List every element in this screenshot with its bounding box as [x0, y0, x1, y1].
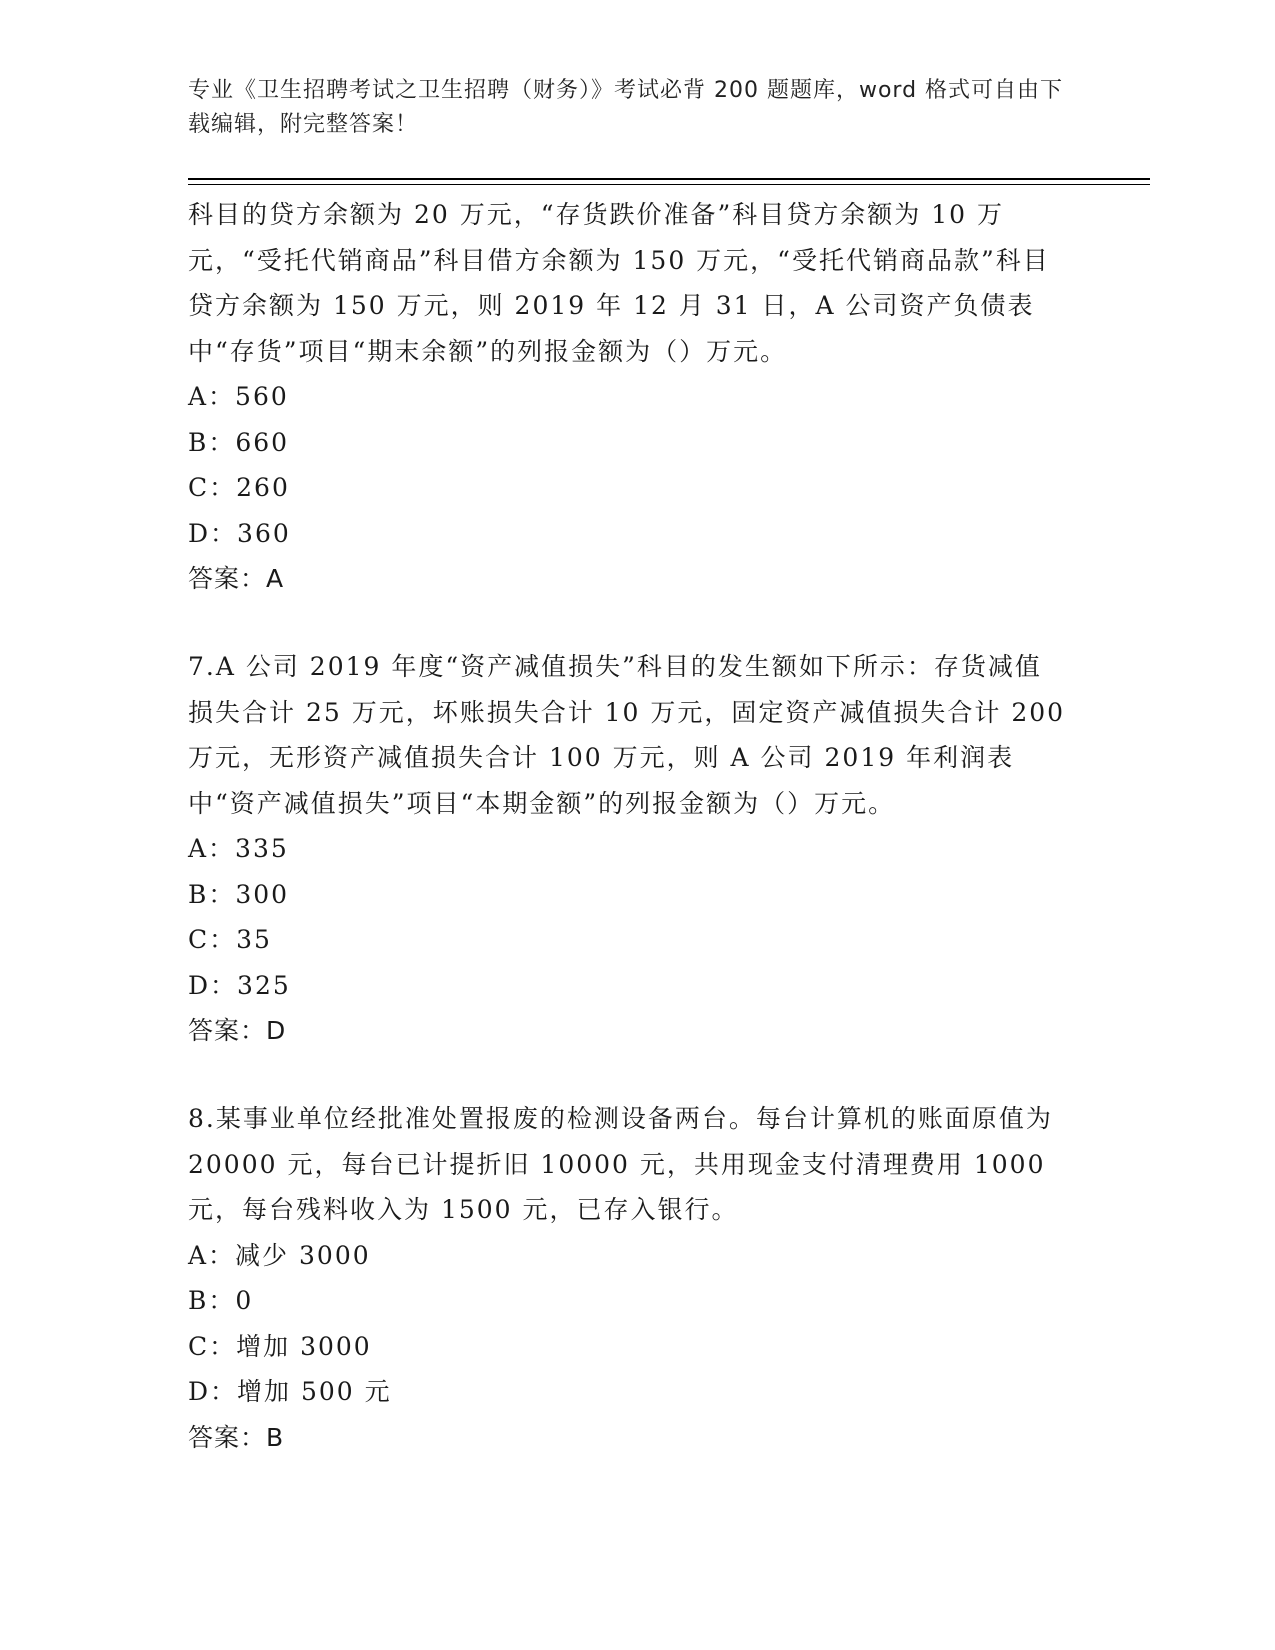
header-rule-thin: [188, 184, 1150, 185]
option-c: C：260: [188, 473, 290, 502]
question-6: [188, 192, 1068, 601]
answer-label: 答案：B: [188, 1422, 285, 1452]
option-d: D：增加 500 元: [188, 1377, 392, 1406]
answer-label: 答案：D: [188, 1016, 287, 1045]
question-7: [188, 644, 1068, 1053]
option-b: B：300: [188, 879, 290, 909]
option-d: D：325: [188, 970, 291, 1000]
option-d: D：360: [188, 518, 291, 548]
question-text: 7.A 公司 2019 年度“资产减值损失”科目的发生额如下所示：存货减值损失合计 25 万元，坏账损失合计 10 万元，固定资产减值损失合计 200 万元，无形资产减值损失合计 100 万元，则 A 公司 2019 年利润表中“资产减值损失”项目“本期金额”的列报金额为（）万元。: [188, 652, 1066, 818]
page-header: 专业《卫生招聘考试之卫生招聘（财务）》考试必背 200 题题库，word 格式可自由下载编辑，附完整答案！: [188, 78, 1064, 137]
option-c: C：35: [188, 925, 272, 954]
option-b: B：660: [188, 427, 290, 457]
question-text: 8.某事业单位经批准处置报废的检测设备两台。每台计算机的账面原值为 20000 元，每台已计提折旧 10000 元，共用现金支付清理费用 1000 元，每台残料收入为 1500 元，已存入银行。: [188, 1104, 1053, 1224]
option-a: A：减少 3000: [188, 1240, 371, 1270]
option-c: C：增加 3000: [188, 1331, 372, 1361]
question-text: 科目的贷方余额为 20 万元，“存货跌价准备”科目贷方余额为 10 万元，“受托代销商品”科目借方余额为 150 万元，“受托代销商品款”科目贷方余额为 150 万元，则 2019 年 12 月 31 日，A 公司资产负债表中“存货”项目“期末余额”的列报金额为（）万元。: [188, 200, 1050, 366]
question-list: [188, 192, 1068, 1460]
option-a: A：560: [188, 382, 289, 411]
answer-label: 答案：A: [188, 564, 285, 593]
question-spacer: [188, 1053, 1068, 1096]
option-b: B：0: [188, 1286, 254, 1315]
header-rule-thick: [188, 178, 1150, 180]
question-spacer: [188, 601, 1068, 644]
question-8: [188, 1096, 1068, 1460]
option-a: A：335: [188, 834, 289, 863]
